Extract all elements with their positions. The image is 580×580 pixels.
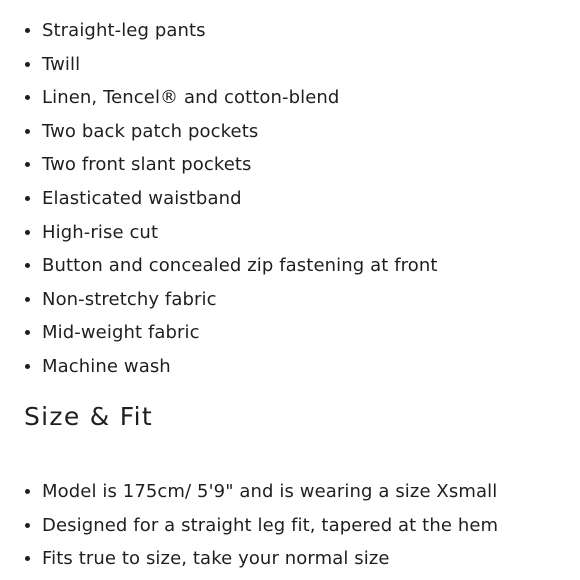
bullet-icon [25,95,30,100]
feature-text: Two front slant pockets [42,154,252,176]
list-item [0,475,580,509]
list-item [0,216,580,250]
list-item [0,14,580,48]
bullet-icon [25,62,30,67]
feature-text: Machine wash [42,355,171,377]
bullet-icon [25,364,30,369]
feature-text: Linen, Tencel® and cotton-blend [42,87,340,109]
size-fit-list [0,475,580,576]
bullet-icon [25,489,30,494]
list-item [0,316,580,350]
bullet-icon [25,330,30,335]
feature-text: Straight-leg pants [42,20,206,41]
list-item [0,249,580,283]
feature-text: Non-stretchy fabric [42,288,217,310]
size-fit-heading: Size & Fit [24,402,154,431]
bullet-icon [25,230,30,235]
bullet-icon [25,28,30,33]
feature-text: Elasticated waistband [42,187,242,209]
bullet-icon [25,162,30,167]
list-item [0,148,580,182]
list-item [0,509,580,543]
list-item [0,48,580,82]
product-features-list [0,14,580,384]
bullet-icon [25,196,30,201]
list-item [0,542,580,576]
list-item [0,182,580,216]
list-item [0,81,580,115]
bullet-icon [25,129,30,134]
list-item [0,115,580,149]
bullet-icon [25,556,30,561]
bullet-icon [25,263,30,268]
feature-text: Two back patch pockets [42,120,259,142]
list-item [0,350,580,384]
feature-text: Button and concealed zip fastening at front [42,255,438,277]
bullet-icon [25,297,30,302]
size-fit-text: Fits true to size, take your normal size [42,548,390,570]
size-fit-text: Model is 175cm/ 5'9" and is wearing a size Xsmall [42,481,498,502]
feature-text: High-rise cut [42,221,159,243]
feature-text: Mid-weight fabric [42,322,200,344]
bullet-icon [25,523,30,528]
list-item [0,283,580,317]
size-fit-text: Designed for a straight leg fit, tapered at the hem [42,514,499,536]
feature-text: Twill [42,53,81,75]
